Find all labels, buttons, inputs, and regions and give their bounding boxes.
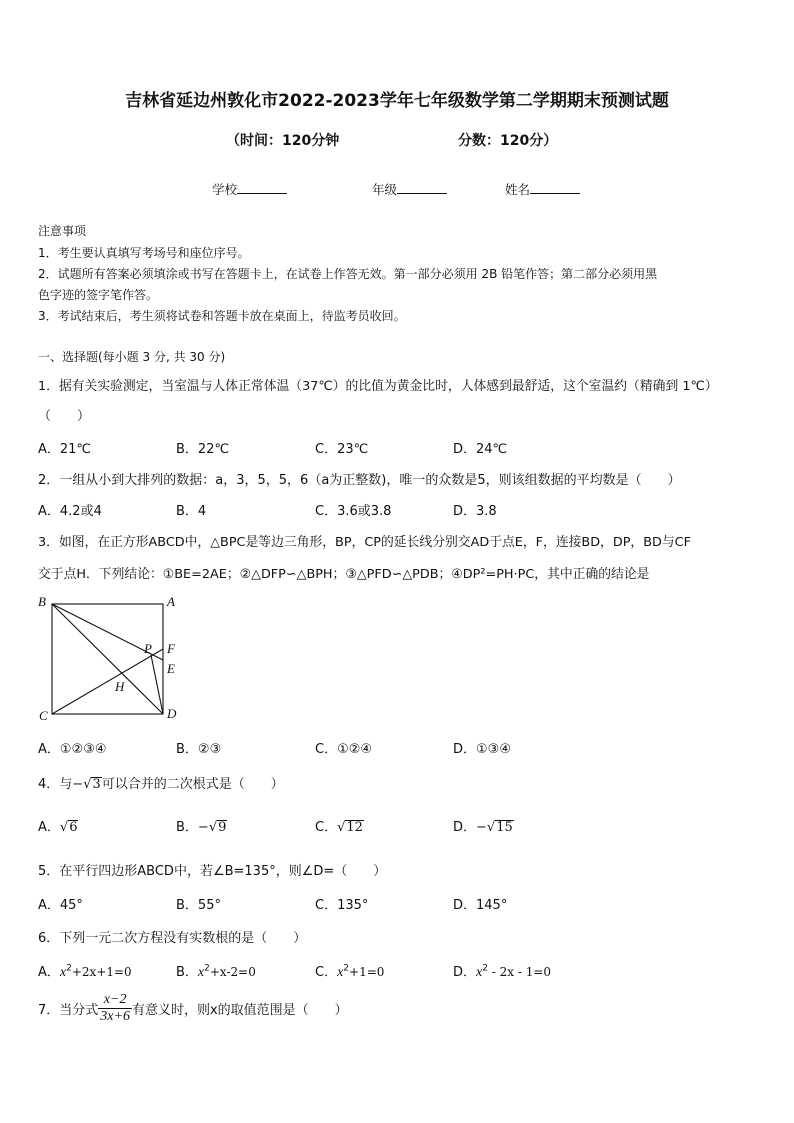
option-label: D．: [453, 820, 477, 835]
q5-option-b: B．55°: [176, 898, 221, 913]
grade-blank: [397, 182, 447, 194]
option-var: x: [197, 965, 205, 980]
question-1: 1．据有关实验测定，当室温与人体正常体温（37℃）的比值为黄金比时，人体感到最舒适，这个室温约（精确到 1℃）: [38, 379, 718, 394]
option-eq: - 2x - 1=0: [487, 965, 552, 979]
sqrt-icon: √: [337, 820, 346, 835]
q6-option-d: [453, 961, 551, 981]
q4-option-c: [315, 816, 364, 835]
option-label: D．: [453, 965, 477, 980]
option-var: x: [337, 965, 344, 980]
school-label: 学校: [212, 182, 238, 197]
option-label: A．: [38, 820, 60, 835]
option-sign: −: [476, 820, 487, 835]
q4-option-a: [38, 816, 78, 835]
q5-option-c: C．135°: [315, 898, 369, 913]
notice-item: 2．试题所有答案必须填涂或书写在答题卡上，在试卷上作答无效。第一部分必须用 2B 铅笔作答；第二部分必须用黑: [38, 267, 658, 281]
question-7: [38, 992, 348, 1025]
school-field: [212, 180, 287, 198]
label-e: E: [167, 661, 175, 676]
name-blank: [530, 182, 580, 194]
option-radicand: 6: [69, 820, 78, 835]
sqrt-icon: √: [208, 820, 218, 835]
q7-prefix: 7．当分式: [38, 1003, 99, 1018]
question-2: 2．一组从小到大排列的数据：a，3，5，5，6（a为正整数)，唯一的众数是5，则该组数据的平均数是（ ）: [38, 473, 681, 488]
page-title: 吉林省延边州敦化市2022-2023学年七年级数学第二学期期末预测试题: [125, 91, 669, 111]
label-f: F: [167, 641, 175, 656]
grade-label: 年级: [372, 182, 398, 197]
q3-option-c: C．①②④: [315, 742, 373, 757]
label-a: A: [167, 594, 175, 609]
q4-prefix: 4．与: [38, 777, 73, 792]
option-var: x: [476, 965, 483, 980]
q7-fraction: [98, 992, 132, 1025]
q4-suffix: 可以合并的二次根式是（ ）: [101, 777, 284, 792]
q6-option-b: [176, 961, 256, 981]
option-label: A．: [38, 965, 60, 980]
option-eq: +2x+1=0: [71, 965, 132, 979]
option-label: C．: [315, 820, 338, 835]
q7-numerator: x−2: [98, 992, 132, 1009]
option-sign: −: [197, 820, 209, 835]
q3-option-a: A．①②③④: [38, 742, 107, 757]
q4-neg: −: [72, 777, 84, 792]
section-title: 一、选择题(每小题 3 分, 共 30 分): [38, 350, 226, 364]
label-c: C: [39, 708, 48, 723]
question-4: [38, 773, 284, 792]
notice-item: 色字迹的签字笔作答。: [38, 288, 159, 302]
q1-option-b: B．22℃: [176, 442, 230, 457]
q5-option-a: A．45°: [38, 898, 83, 913]
q4-option-d: [453, 816, 514, 835]
grade-field: [372, 180, 447, 198]
q2-option-b: B．4: [176, 504, 207, 519]
option-radicand: 15: [496, 820, 513, 835]
name-field: [505, 180, 580, 198]
option-exp: 2: [482, 963, 488, 974]
q5-option-d: D．145°: [453, 898, 508, 913]
label-d: D: [167, 706, 177, 721]
q7-suffix: 有意义时，则x的取值范围是（ ）: [131, 1003, 348, 1018]
option-eq: +x-2=0: [209, 965, 256, 979]
q4-radicand: 3: [92, 777, 101, 792]
sqrt-icon: √: [59, 820, 69, 835]
q7-denominator: 3x+6: [100, 1009, 130, 1024]
q4-option-b: [176, 816, 227, 835]
q3-option-d: D．①③④: [453, 742, 511, 757]
question-6: 6．下列一元二次方程没有实数根的是（ ）: [38, 931, 307, 946]
school-blank: [237, 182, 287, 194]
q1-option-a: A．21℃: [38, 442, 92, 457]
q1-option-d: D．24℃: [453, 442, 508, 457]
notice-title: 注意事项: [38, 224, 87, 238]
label-p: P: [144, 641, 152, 656]
q1-option-c: C．23℃: [315, 442, 369, 457]
option-label: C．: [315, 965, 338, 980]
q6-option-c: [315, 961, 384, 981]
segment-pd: [151, 655, 163, 714]
sqrt-icon: √: [83, 777, 92, 792]
notice-item: 1．考生要认真填写考场号和座位序号。: [38, 246, 250, 260]
q6-option-a: [38, 961, 132, 981]
option-label: B．: [176, 965, 198, 980]
notice-item: 3．考试结束后，考生须将试卷和答题卡放在桌面上，待监考员收回。: [38, 309, 406, 323]
question-1-blank: （ ）: [38, 409, 91, 424]
option-exp: 2: [343, 963, 350, 974]
option-radicand: 12: [346, 820, 363, 835]
q2-option-c: C．3.6或3.8: [315, 504, 392, 519]
q2-option-a: A．4.2或4: [38, 504, 102, 519]
sqrt-icon: √: [486, 820, 496, 835]
label-h: H: [115, 679, 125, 694]
option-var: x: [59, 965, 67, 980]
question-5: 5．在平行四边形ABCD中，若∠B=135°，则∠D=（ ）: [38, 864, 387, 879]
question-3: 3．如图，在正方形ABCD中，△BPC是等边三角形，BP，CP的延长线分别交AD于点E，F，连接BD，DP，BD与CF: [38, 535, 691, 550]
q3-option-b: B．②③: [176, 742, 222, 757]
exam-time: （时间：120分钟: [226, 133, 340, 149]
exam-score: 分数：120分）: [458, 133, 558, 149]
option-eq: +1=0: [349, 965, 385, 979]
option-exp: 2: [66, 963, 72, 974]
option-radicand: 9: [218, 820, 227, 835]
name-label: 姓名: [505, 182, 531, 197]
square-figure: [36, 594, 186, 724]
q2-option-d: D．3.8: [453, 504, 497, 519]
label-b: B: [38, 594, 46, 609]
option-exp: 2: [204, 963, 210, 974]
option-label: B．: [176, 820, 198, 835]
question-3-cont: 交于点H．下列结论：①BE=2AE；②△DFP∽△BPH；③△PFD∽△PDB；④DP²=PH·PC，其中正确的结论是: [38, 567, 650, 582]
